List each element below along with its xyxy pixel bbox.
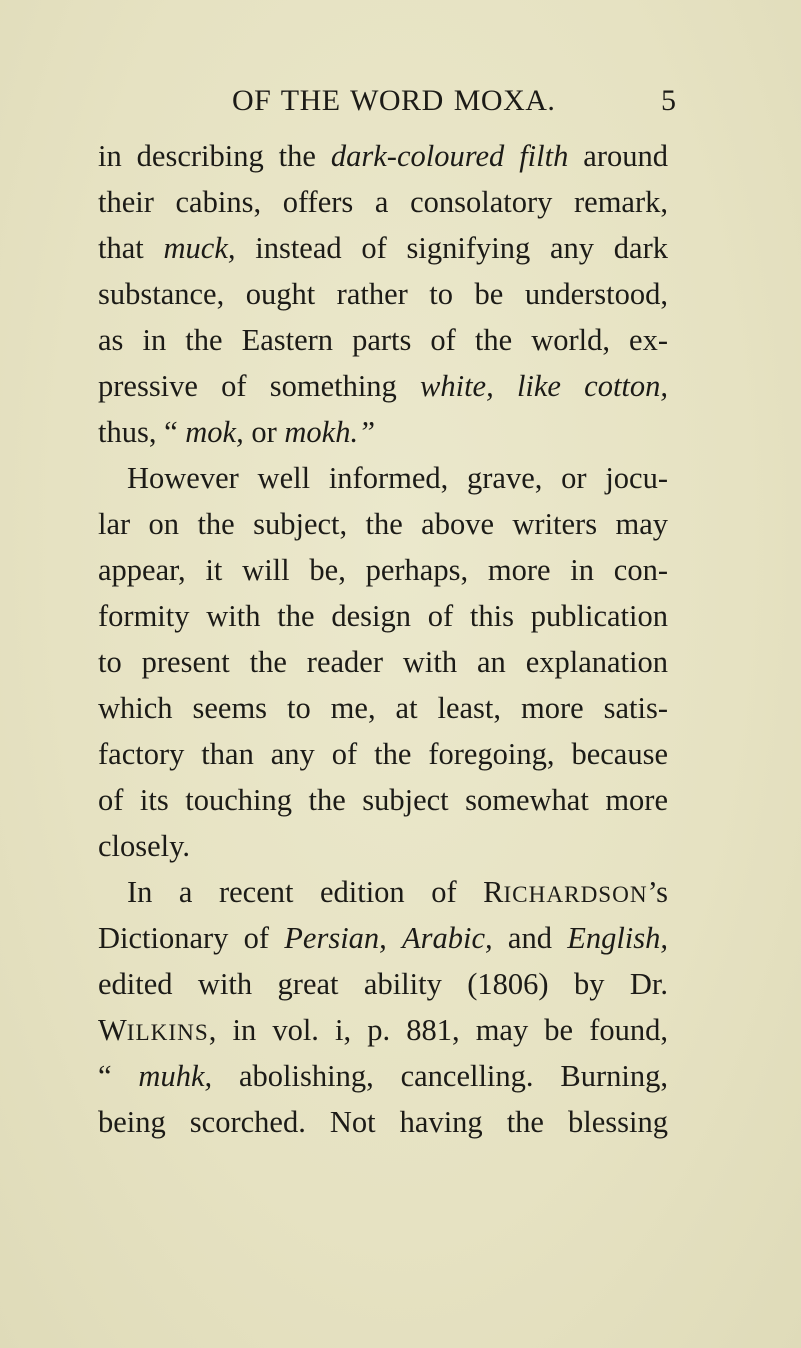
- text-line-21: [98, 1053, 668, 1099]
- text-run: around: [568, 139, 668, 173]
- text-line-14: factory than any of the foregoing, because: [98, 737, 668, 771]
- text-run: In a recent edition of R: [127, 875, 504, 909]
- text-line-4: substance, ought rather to be understood,: [98, 277, 668, 311]
- text-run: abolishing, cancelling. Burning,: [212, 1059, 668, 1093]
- small-caps-name: ICHARDSON: [503, 882, 648, 908]
- page-number: 5: [661, 84, 676, 117]
- italic-word: Persian,: [284, 921, 387, 955]
- italic-word: Arabic,: [402, 921, 493, 955]
- running-title: OF THE WORD MOXA.: [232, 84, 556, 117]
- italic-word: mokh.”: [284, 415, 376, 449]
- text-line-8: However well informed, grave, or jocu-: [127, 461, 668, 495]
- text-run: or: [243, 415, 285, 449]
- text-run: [494, 369, 517, 403]
- text-line-17: [98, 869, 668, 915]
- running-head: [0, 84, 801, 124]
- text-line-12: to present the reader with an explanation: [98, 645, 668, 679]
- text-line-10: appear, it will be, perhaps, more in con-: [98, 553, 668, 587]
- text-line-11: formity with the design of this publication: [98, 599, 668, 633]
- text-line-1: [98, 133, 668, 179]
- text-line-5: as in the Eastern parts of the world, ex-: [98, 323, 668, 357]
- text-line-18: [98, 915, 668, 961]
- italic-word: mok,: [185, 415, 244, 449]
- small-caps-name: ILKINS: [126, 1020, 209, 1046]
- text-line-6: [98, 363, 668, 409]
- text-run: W: [98, 1013, 127, 1047]
- italic-word: white,: [420, 369, 494, 403]
- text-run: that: [98, 231, 164, 265]
- italic-word: muck,: [163, 231, 236, 265]
- text-run: , in vol. i, p. 881, may be found,: [208, 1013, 668, 1047]
- text-line-7: [98, 409, 668, 455]
- text-line-2: their cabins, offers a consolatory remark,: [98, 185, 668, 219]
- text-run: instead of signifying any dark: [235, 231, 668, 265]
- italic-word: English,: [567, 921, 669, 955]
- text-line-16: closely.: [98, 829, 191, 863]
- italic-phrase: like cotton,: [516, 369, 669, 403]
- text-run: Dictionary of: [98, 921, 285, 955]
- italic-phrase: dark-coloured filth: [330, 139, 569, 173]
- text-line-9: lar on the subject, the above writers may: [98, 507, 668, 541]
- text-run: in describing the: [98, 139, 331, 173]
- text-line-20: [98, 1007, 668, 1053]
- text-run: “: [98, 1059, 139, 1093]
- text-line-3: [98, 225, 668, 271]
- text-line-13: which seems to me, at least, more satis-: [98, 691, 668, 725]
- text-line-22: being scorched. Not having the blessing: [98, 1105, 668, 1139]
- italic-word: muhk,: [138, 1059, 213, 1093]
- body-text: [98, 133, 668, 1145]
- text-run: [387, 921, 402, 955]
- text-run: pressive of something: [98, 369, 421, 403]
- text-line-15: of its touching the subject somewhat more: [98, 783, 668, 817]
- text-run: ’s: [647, 875, 668, 909]
- text-run: and: [492, 921, 568, 955]
- text-run: thus, “: [98, 415, 186, 449]
- text-line-19: edited with great ability (1806) by Dr.: [98, 967, 668, 1001]
